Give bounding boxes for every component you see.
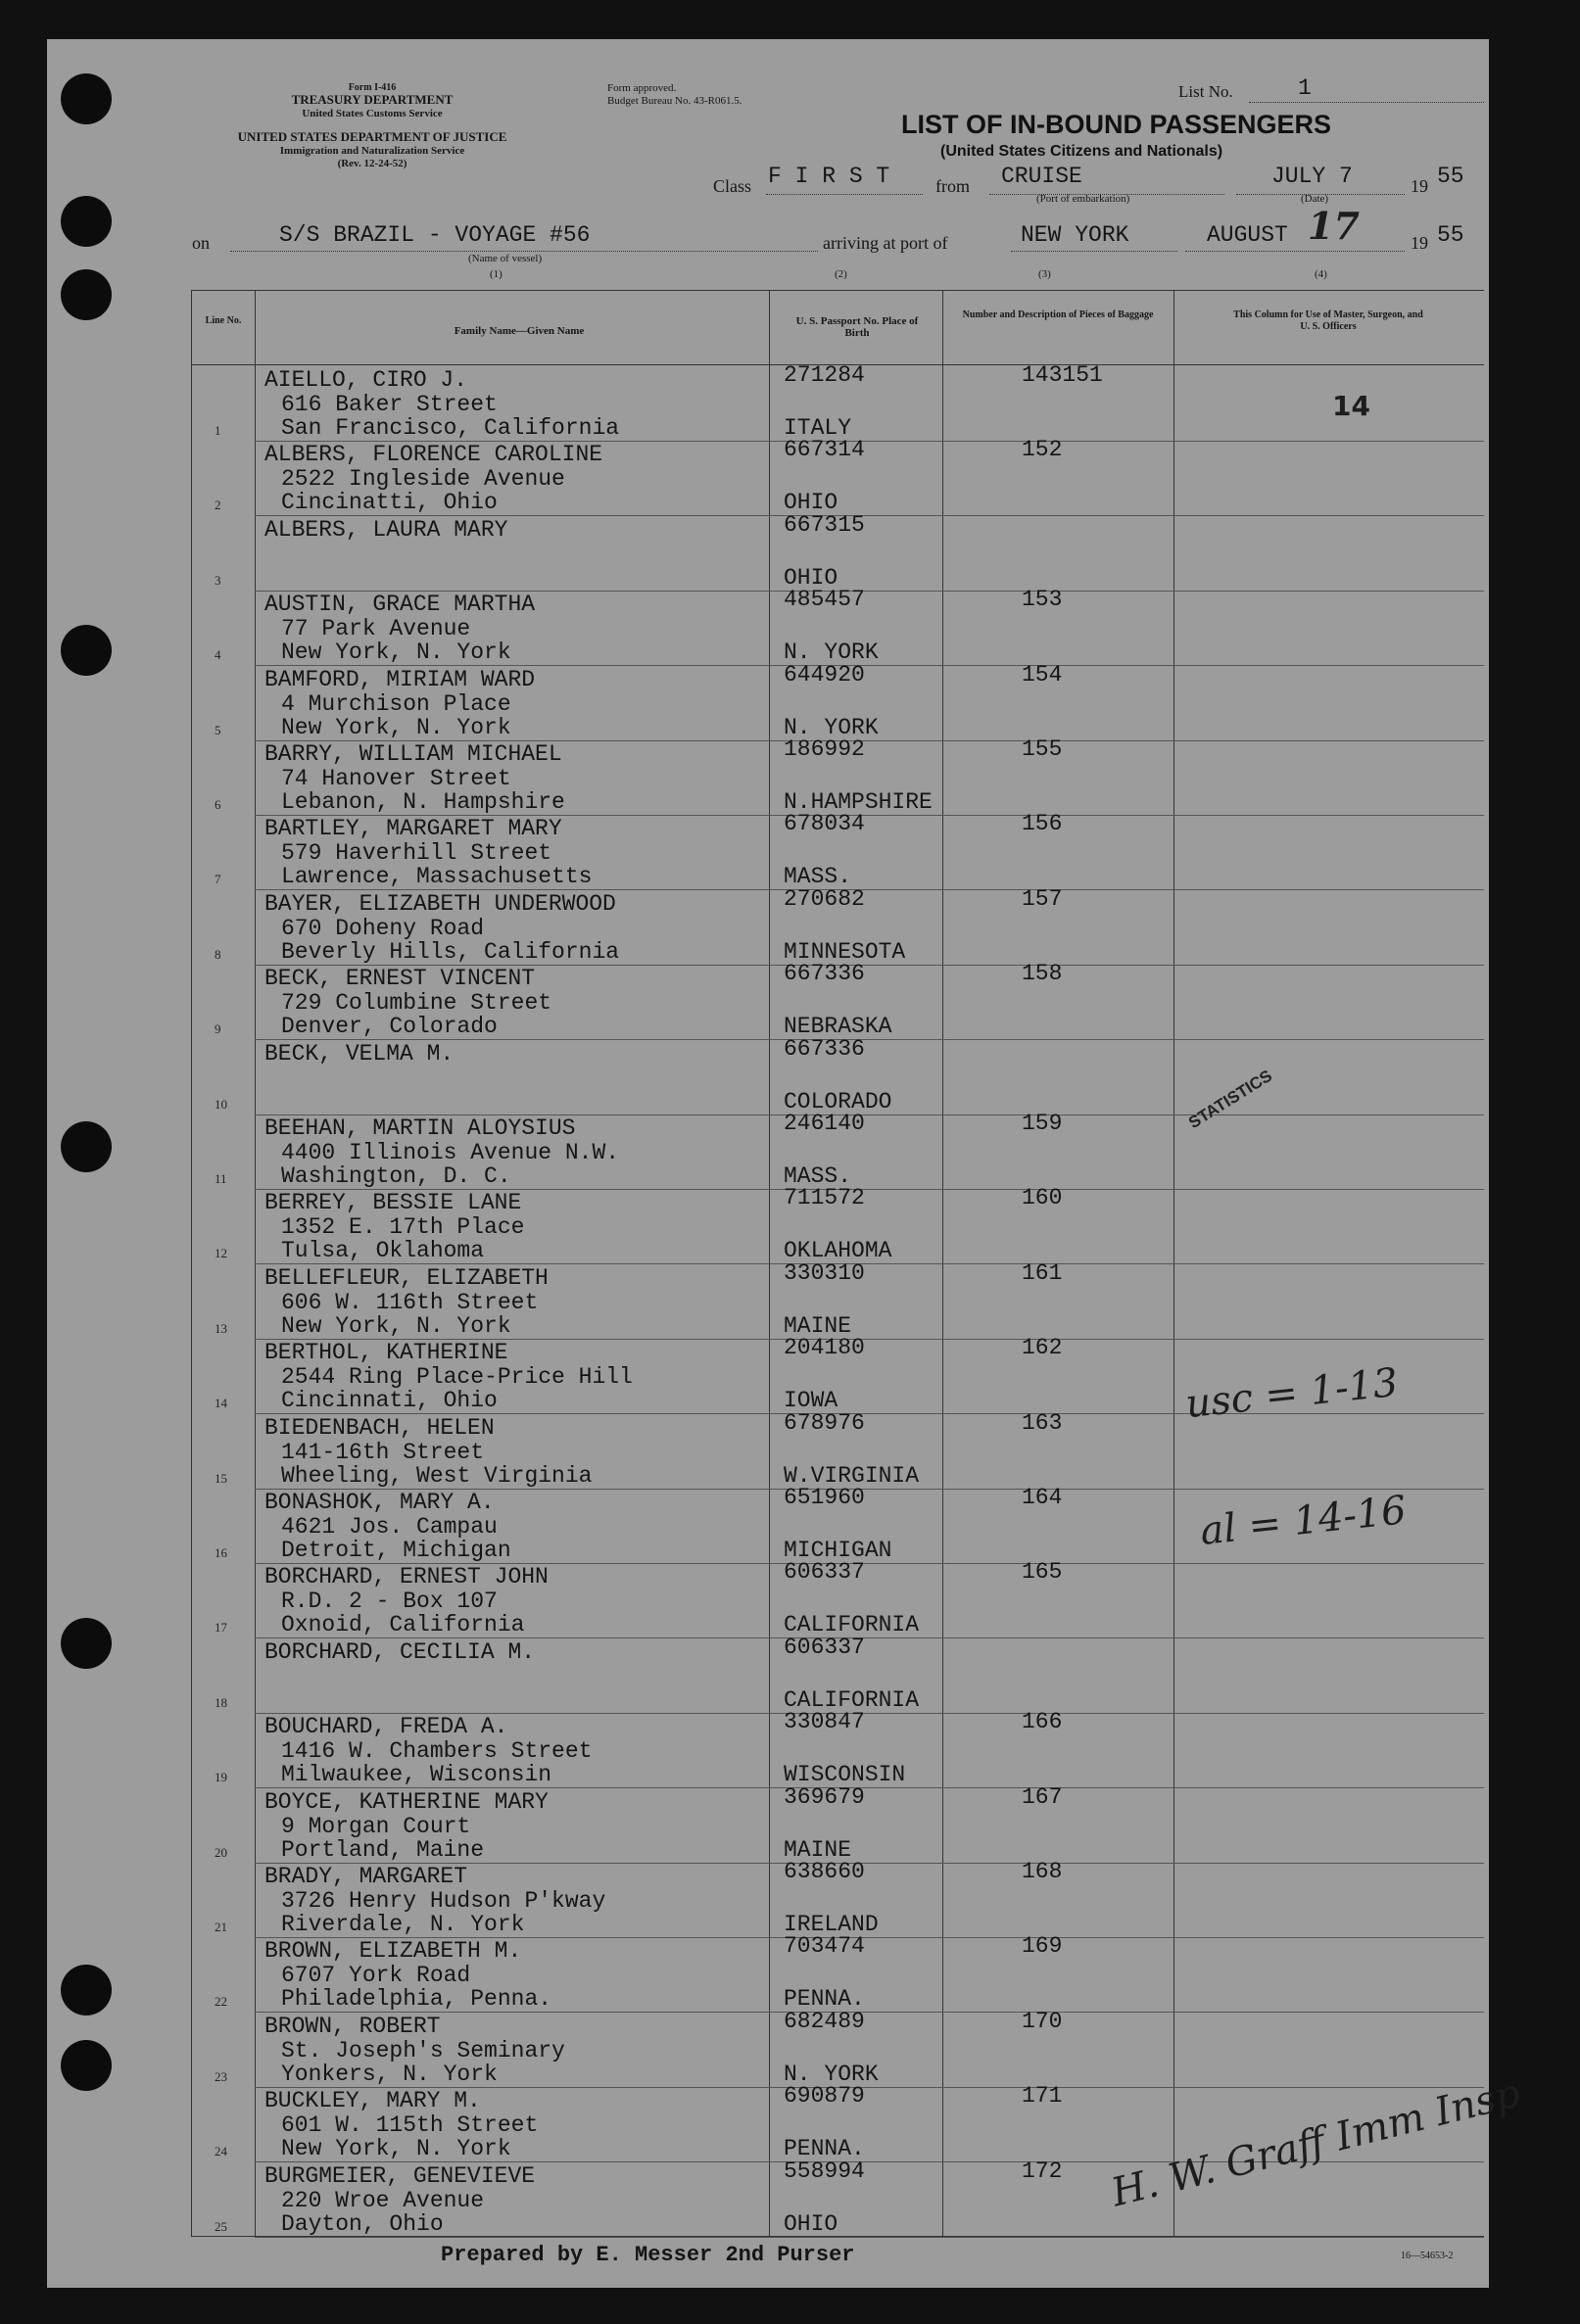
col-num-3: (3) bbox=[1038, 268, 1051, 280]
address-line-2: San Francisco, California bbox=[281, 415, 620, 441]
col-header-baggage: Number and Description of Pieces of Baggage bbox=[962, 309, 1154, 320]
customs-service: United States Customs Service bbox=[302, 108, 443, 119]
on-label: on bbox=[192, 233, 210, 253]
page-subtitle: (United States Citizens and Nationals) bbox=[940, 143, 1223, 160]
address-line-1: 4621 Jos. Campau bbox=[281, 1514, 498, 1540]
passport-number: 644920 bbox=[784, 661, 865, 688]
passport-number: 330310 bbox=[784, 1259, 865, 1286]
address-line-2: Riverdale, N. York bbox=[281, 1912, 525, 1937]
baggage-number: 164 bbox=[1022, 1485, 1063, 1510]
statistics-stamp: STATISTICS bbox=[1185, 1066, 1276, 1133]
binder-hole bbox=[61, 1618, 112, 1669]
handwritten-note-al: al = 14-16 bbox=[1198, 1488, 1409, 1554]
table-row bbox=[191, 1859, 1484, 1938]
col-num-2: (2) bbox=[835, 268, 847, 280]
passport-number: 667336 bbox=[784, 1035, 865, 1062]
col-header-passport: U. S. Passport No. Place of Birth bbox=[795, 315, 919, 339]
address-line-1: 3726 Henry Hudson P'kway bbox=[281, 1888, 606, 1914]
list-no-label: List No. bbox=[1178, 82, 1233, 101]
passport-number: 703474 bbox=[784, 1933, 865, 1960]
year1-prefix: 19 bbox=[1411, 176, 1428, 196]
passenger-name: BERREY, BESSIE LANE bbox=[264, 1190, 522, 1216]
address-line-1: 579 Haverhill Street bbox=[281, 840, 552, 867]
class-underline bbox=[766, 194, 923, 195]
place-of-birth: COLORADO bbox=[784, 1088, 892, 1115]
table-row bbox=[191, 811, 1484, 890]
baggage-number: 153 bbox=[1022, 587, 1063, 613]
address-line-1: 601 W. 115th Street bbox=[281, 2112, 539, 2139]
line-number: 10 bbox=[215, 1096, 227, 1112]
line-number: 6 bbox=[215, 797, 221, 812]
class-label: Class bbox=[713, 176, 752, 196]
address-line-2: Tulsa, Oklahoma bbox=[281, 1238, 485, 1264]
line-number: 17 bbox=[215, 1620, 227, 1636]
passport-number: 606337 bbox=[784, 1634, 865, 1660]
place-of-birth: OHIO bbox=[784, 2210, 838, 2237]
address-line-2: Dayton, Ohio bbox=[281, 2210, 444, 2237]
address-line-2: New York, N. York bbox=[281, 1312, 511, 1339]
address-line-2: New York, N. York bbox=[281, 2136, 511, 2162]
passenger-name: BARRY, WILLIAM MICHAEL bbox=[264, 741, 562, 767]
passenger-name: BECK, VELMA M. bbox=[264, 1040, 455, 1067]
address-line-2: New York, N. York bbox=[281, 714, 511, 740]
baggage-number: 156 bbox=[1022, 811, 1063, 837]
class-value: F I R S T bbox=[768, 164, 890, 189]
address-line-2: Portland, Maine bbox=[281, 1836, 485, 1863]
passport-number: 369679 bbox=[784, 1783, 865, 1810]
baggage-number: 159 bbox=[1022, 1111, 1063, 1136]
address-line-1: 1352 E. 17th Place bbox=[281, 1214, 525, 1241]
place-of-birth: IOWA bbox=[784, 1388, 838, 1414]
vessel-underline bbox=[230, 251, 818, 252]
place-of-birth: CALIFORNIA bbox=[784, 1612, 920, 1638]
place-of-birth: MAINE bbox=[784, 1312, 852, 1339]
binder-hole bbox=[61, 625, 112, 676]
table-row bbox=[191, 437, 1484, 516]
passenger-name: BUCKLEY, MARY M. bbox=[264, 2088, 481, 2114]
baggage-number: 157 bbox=[1022, 885, 1063, 912]
passenger-name: BRADY, MARGARET bbox=[264, 1864, 468, 1889]
baggage-number: 170 bbox=[1022, 2008, 1063, 2034]
binder-hole bbox=[61, 269, 112, 320]
place-of-birth: CALIFORNIA bbox=[784, 1686, 920, 1713]
passenger-name: BONASHOK, MARY A. bbox=[264, 1490, 495, 1515]
passport-number: 667314 bbox=[784, 437, 865, 463]
address-line-2: Beverly Hills, California bbox=[281, 938, 620, 965]
line-number: 7 bbox=[215, 872, 221, 887]
table-row bbox=[191, 736, 1484, 816]
address-line-1: 616 Baker Street bbox=[281, 392, 498, 417]
line-number: 3 bbox=[215, 572, 221, 588]
table-row bbox=[191, 1709, 1484, 1788]
line-number: 2 bbox=[215, 498, 221, 513]
address-line-2: Cincinnati, Ohio bbox=[281, 1388, 498, 1414]
address-line-2: Denver, Colorado bbox=[281, 1014, 498, 1040]
line-number: 1 bbox=[215, 423, 221, 438]
line-number: 24 bbox=[215, 2144, 227, 2159]
col-header-officers: This Column for Use of Master, Surgeon, and U. S. Officers bbox=[1233, 309, 1423, 332]
binder-hole bbox=[61, 1965, 112, 2016]
place-of-birth: WISCONSIN bbox=[784, 1762, 906, 1788]
passport-number: 711572 bbox=[784, 1185, 865, 1211]
address-line-1: 9 Morgan Court bbox=[281, 1813, 471, 1839]
address-line-2: Philadelphia, Penna. bbox=[281, 1986, 552, 2013]
table-row bbox=[191, 362, 1484, 442]
place-of-birth: IRELAND bbox=[784, 1912, 879, 1937]
line-number: 13 bbox=[215, 1320, 227, 1336]
place-of-birth: OHIO bbox=[784, 564, 838, 591]
place-of-birth: N. YORK bbox=[784, 2061, 879, 2087]
year2-prefix: 19 bbox=[1411, 233, 1428, 253]
line-number: 20 bbox=[215, 1844, 227, 1860]
treasury-dept: TREASURY DEPARTMENT bbox=[291, 92, 454, 107]
address-line-1: 6707 York Road bbox=[281, 1963, 471, 1989]
address-line-1: 4 Murchison Place bbox=[281, 690, 511, 717]
passenger-name: BROWN, ELIZABETH M. bbox=[264, 1938, 522, 1965]
form-code: 16—54653-2 bbox=[1401, 2251, 1454, 2261]
address-line-1: 2522 Ingleside Avenue bbox=[281, 466, 565, 493]
passenger-name: BOYCE, KATHERINE MARY bbox=[264, 1788, 549, 1815]
place-of-birth: OKLAHOMA bbox=[784, 1238, 892, 1264]
passport-number: 186992 bbox=[784, 736, 865, 762]
line-number: 8 bbox=[215, 946, 221, 962]
place-of-birth: MASS. bbox=[784, 864, 852, 890]
baggage-number: 143151 bbox=[1022, 362, 1103, 388]
baggage-number: 168 bbox=[1022, 1859, 1063, 1884]
address-line-1: 729 Columbine Street bbox=[281, 990, 552, 1017]
passport-number: 690879 bbox=[784, 2083, 865, 2110]
place-of-birth: MAINE bbox=[784, 1836, 852, 1863]
passport-number: 682489 bbox=[784, 2008, 865, 2034]
passport-number: 330847 bbox=[784, 1709, 865, 1735]
address-line-1: St. Joseph's Seminary bbox=[281, 2037, 565, 2063]
passport-number: 678034 bbox=[784, 811, 865, 837]
from-label: from bbox=[935, 176, 970, 196]
place-of-birth: MICHIGAN bbox=[784, 1538, 892, 1563]
line-number: 21 bbox=[215, 1920, 227, 1934]
binder-hole bbox=[61, 73, 112, 124]
line-number: 9 bbox=[215, 1021, 221, 1037]
baggage-number: 155 bbox=[1022, 736, 1063, 762]
officer-count: 14 bbox=[1332, 390, 1370, 422]
table-row bbox=[191, 1111, 1484, 1190]
passenger-name: ALBERS, FLORENCE CAROLINE bbox=[264, 442, 603, 468]
address-line-1: 670 Doheny Road bbox=[281, 915, 485, 941]
passenger-name: AUSTIN, GRACE MARTHA bbox=[264, 592, 536, 618]
baggage-number: 162 bbox=[1022, 1335, 1063, 1361]
vessel-caption: (Name of vessel) bbox=[468, 253, 543, 264]
passport-number: 651960 bbox=[784, 1485, 865, 1510]
address-line-1: R.D. 2 - Box 107 bbox=[281, 1589, 498, 1615]
form-approved: Form approved. bbox=[607, 82, 677, 94]
col-header-line-no: Line No. bbox=[205, 315, 242, 326]
passenger-name: BARTLEY, MARGARET MARY bbox=[264, 816, 562, 842]
table-row bbox=[191, 2158, 1484, 2238]
passport-number: 678976 bbox=[784, 1409, 865, 1436]
passenger-name: BORCHARD, CECILIA M. bbox=[264, 1638, 536, 1665]
binder-hole bbox=[61, 2040, 112, 2091]
line-number: 4 bbox=[215, 647, 221, 663]
budget-bureau: Budget Bureau No. 43-R061.5. bbox=[607, 95, 742, 107]
passenger-name: ALBERS, LAURA MARY bbox=[264, 516, 508, 543]
baggage-number: 160 bbox=[1022, 1185, 1063, 1211]
place-of-birth: MINNESOTA bbox=[784, 938, 906, 965]
table-row bbox=[191, 885, 1484, 966]
table-row bbox=[191, 661, 1484, 741]
passport-number: 667336 bbox=[784, 961, 865, 987]
arrival-month: AUGUST bbox=[1207, 222, 1288, 248]
passenger-name: BELLEFLEUR, ELIZABETH bbox=[264, 1264, 549, 1291]
table-row bbox=[191, 1559, 1484, 1638]
baggage-number: 172 bbox=[1022, 2158, 1063, 2184]
baggage-number: 163 bbox=[1022, 1409, 1063, 1436]
table-top-rule bbox=[191, 290, 1484, 291]
revision: (Rev. 12-24-52) bbox=[337, 158, 407, 169]
line-number: 22 bbox=[215, 1994, 227, 2010]
port-underline bbox=[1011, 251, 1177, 252]
list-no-underline bbox=[1249, 102, 1484, 103]
prepared-by: Prepared by E. Messer 2nd Purser bbox=[441, 2243, 855, 2267]
arrival-day: 17 bbox=[1308, 204, 1360, 248]
passport-number: 485457 bbox=[784, 587, 865, 613]
vessel-name: S/S BRAZIL - VOYAGE #56 bbox=[279, 222, 591, 248]
table-row bbox=[191, 1259, 1484, 1340]
address-line-2: Lawrence, Massachusetts bbox=[281, 864, 593, 890]
address-line-2: Washington, D. C. bbox=[281, 1163, 511, 1189]
table-row bbox=[191, 1185, 1484, 1264]
binder-hole bbox=[61, 1121, 112, 1172]
line-number: 19 bbox=[215, 1770, 227, 1785]
from-value: CRUISE bbox=[1001, 164, 1082, 189]
address-line-1: 4400 Illinois Avenue N.W. bbox=[281, 1140, 620, 1165]
passenger-name: BORCHARD, ERNEST JOHN bbox=[264, 1564, 549, 1590]
place-of-birth: MASS. bbox=[784, 1163, 852, 1189]
place-of-birth: OHIO bbox=[784, 490, 838, 516]
table-row bbox=[191, 1783, 1484, 1864]
inspector-signature: H. W. Graff Imm Insp bbox=[1107, 2070, 1525, 2216]
passport-number: 558994 bbox=[784, 2158, 865, 2184]
baggage-number: 154 bbox=[1022, 661, 1063, 688]
passport-number: 204180 bbox=[784, 1335, 865, 1361]
line-number: 23 bbox=[215, 2068, 227, 2084]
year1-value: 55 bbox=[1437, 164, 1464, 189]
form-number: Form I-416 bbox=[348, 82, 397, 93]
passport-number: 246140 bbox=[784, 1111, 865, 1136]
doj: UNITED STATES DEPARTMENT OF JUSTICE bbox=[237, 129, 507, 144]
address-line-2: Detroit, Michigan bbox=[281, 1538, 511, 1563]
baggage-number: 161 bbox=[1022, 1259, 1063, 1286]
address-line-1: 606 W. 116th Street bbox=[281, 1289, 539, 1315]
table-row bbox=[191, 2008, 1484, 2088]
address-line-1: 74 Hanover Street bbox=[281, 766, 511, 791]
table-row bbox=[191, 1409, 1484, 1490]
baggage-number: 167 bbox=[1022, 1783, 1063, 1810]
passenger-name: BIEDENBACH, HELEN bbox=[264, 1414, 495, 1441]
address-line-1: 1416 W. Chambers Street bbox=[281, 1738, 593, 1765]
passenger-name: BAYER, ELIZABETH UNDERWOOD bbox=[264, 890, 616, 917]
place-of-birth: N. YORK bbox=[784, 640, 879, 666]
port-embark-caption: (Port of embarkation) bbox=[1036, 193, 1130, 205]
place-of-birth: PENNA. bbox=[784, 2136, 865, 2162]
place-of-birth: PENNA. bbox=[784, 1986, 865, 2013]
baggage-number: 152 bbox=[1022, 437, 1063, 463]
line-number: 12 bbox=[215, 1246, 227, 1261]
address-line-2: Lebanon, N. Hampshire bbox=[281, 789, 565, 815]
passenger-name: BROWN, ROBERT bbox=[264, 2013, 441, 2039]
address-line-1: 77 Park Avenue bbox=[281, 616, 471, 642]
baggage-number: 169 bbox=[1022, 1933, 1063, 1960]
address-line-2: Oxnoid, California bbox=[281, 1612, 525, 1638]
year2-value: 55 bbox=[1437, 222, 1464, 248]
address-line-2: New York, N. York bbox=[281, 640, 511, 666]
address-line-2: Yonkers, N. York bbox=[281, 2061, 498, 2087]
passenger-name: BERTHOL, KATHERINE bbox=[264, 1340, 508, 1366]
table-row bbox=[191, 961, 1484, 1040]
passenger-name: BAMFORD, MIRIAM WARD bbox=[264, 666, 536, 692]
passenger-name: BURGMEIER, GENEVIEVE bbox=[264, 2162, 536, 2189]
col-num-4: (4) bbox=[1315, 268, 1327, 280]
place-of-birth: N.HAMPSHIRE bbox=[784, 789, 933, 815]
address-line-2: Milwaukee, Wisconsin bbox=[281, 1762, 552, 1788]
address-line-1: 220 Wroe Avenue bbox=[281, 2187, 485, 2213]
ins: Immigration and Naturalization Service bbox=[279, 145, 465, 157]
place-of-birth: NEBRASKA bbox=[784, 1014, 892, 1040]
line-number: 15 bbox=[215, 1470, 227, 1486]
baggage-number: 171 bbox=[1022, 2083, 1063, 2110]
table-row bbox=[191, 1634, 1484, 1714]
baggage-number: 165 bbox=[1022, 1559, 1063, 1586]
table-row bbox=[191, 1035, 1484, 1115]
passport-number: 271284 bbox=[784, 362, 865, 388]
baggage-number: 158 bbox=[1022, 961, 1063, 987]
address-line-2: Wheeling, West Virginia bbox=[281, 1462, 593, 1489]
row-rule bbox=[255, 2237, 1484, 2238]
line-number: 5 bbox=[215, 722, 221, 737]
list-no-value: 1 bbox=[1298, 75, 1312, 101]
line-number: 14 bbox=[215, 1396, 227, 1411]
passenger-name: BECK, ERNEST VINCENT bbox=[264, 966, 536, 992]
address-line-1: 2544 Ring Place-Price Hill bbox=[281, 1364, 633, 1391]
page-title: LIST OF IN-BOUND PASSENGERS bbox=[901, 110, 1332, 139]
handwritten-note-usc: usc = 1-13 bbox=[1183, 1359, 1401, 1428]
line-number: 18 bbox=[215, 1694, 227, 1710]
passenger-name: AIELLO, CIRO J. bbox=[264, 367, 468, 393]
passenger-name: BEEHAN, MARTIN ALOYSIUS bbox=[264, 1115, 576, 1141]
passport-number: 606337 bbox=[784, 1559, 865, 1586]
table-row bbox=[191, 511, 1484, 592]
date-value: JULY 7 bbox=[1271, 164, 1353, 189]
binder-hole bbox=[61, 196, 112, 247]
table-row bbox=[191, 587, 1484, 666]
col-header-name: Family Name—Given Name bbox=[454, 325, 585, 337]
passport-number: 638660 bbox=[784, 1859, 865, 1884]
address-line-2: Cincinatti, Ohio bbox=[281, 490, 498, 516]
passport-number: 667315 bbox=[784, 511, 865, 538]
line-number: 11 bbox=[215, 1171, 227, 1186]
arrival-port: NEW YORK bbox=[1021, 222, 1129, 248]
passenger-name: BOUCHARD, FREDA A. bbox=[264, 1714, 508, 1740]
baggage-number: 166 bbox=[1022, 1709, 1063, 1735]
table-row bbox=[191, 1933, 1484, 2013]
address-line-1: 141-16th Street bbox=[281, 1439, 485, 1465]
line-number: 16 bbox=[215, 1545, 227, 1560]
date-caption: (Date) bbox=[1301, 193, 1329, 205]
passport-number: 270682 bbox=[784, 885, 865, 912]
col-num-1: (1) bbox=[490, 268, 503, 280]
place-of-birth: ITALY bbox=[784, 415, 852, 441]
place-of-birth: N. YORK bbox=[784, 714, 879, 740]
arrival-date-underline bbox=[1185, 251, 1405, 252]
line-number: 25 bbox=[215, 2218, 227, 2234]
place-of-birth: W.VIRGINIA bbox=[784, 1462, 920, 1489]
arriving-label: arriving at port of bbox=[823, 233, 948, 253]
